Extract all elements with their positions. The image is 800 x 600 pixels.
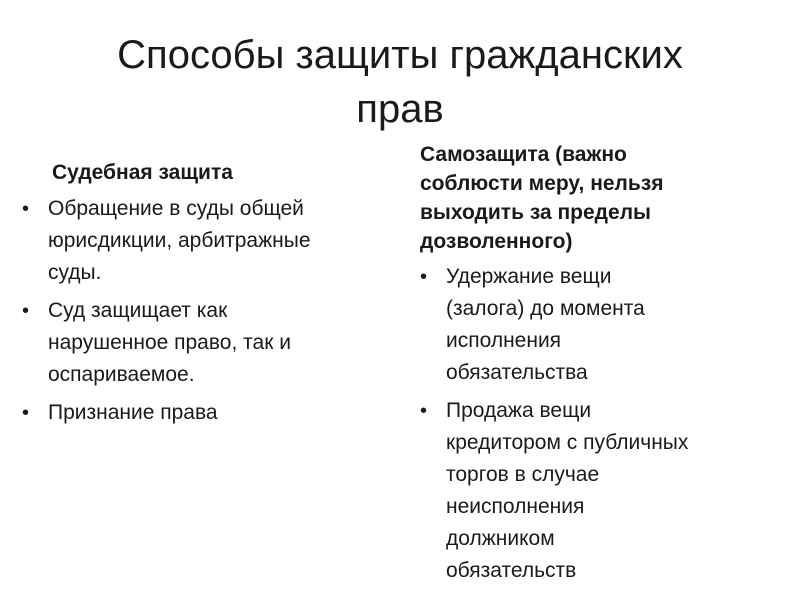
list-item-line: исполнения	[446, 329, 562, 352]
list-item-line: Признание права	[48, 401, 218, 424]
bullet-icon: •	[420, 266, 428, 288]
list-item	[18, 193, 390, 289]
slide-title-line-1: Способы защиты гражданских	[117, 33, 683, 77]
bullet-icon: •	[420, 400, 428, 422]
self-defense-heading-line: соблюсти меру, нельзя	[420, 172, 664, 195]
list-item-line: обязательств	[446, 559, 577, 582]
self-defense-column	[410, 140, 790, 593]
list-item-line: оспариваемое.	[48, 363, 195, 386]
bullet-icon: •	[22, 300, 30, 322]
list-item-line: юрисдикции, арбитражные	[48, 229, 311, 252]
list-item-line: Продажа вещи	[446, 399, 592, 422]
list-item-line: торгов в случае	[446, 463, 600, 486]
list-item	[18, 295, 390, 391]
list-item-line: Суд защищает как	[48, 299, 228, 322]
self-defense-heading-line: выходить за пределы	[420, 201, 651, 224]
list-item-line: (залога) до момента	[446, 297, 645, 320]
self-defense-heading	[410, 140, 790, 256]
list-item	[410, 395, 790, 587]
list-item-line: неисполнения	[446, 495, 585, 518]
judicial-protection-heading: Судебная защита	[52, 161, 233, 184]
judicial-protection-list	[18, 193, 390, 429]
list-item-line: должником	[446, 527, 555, 550]
slide-title-line-2: прав	[356, 87, 444, 131]
bullet-icon: •	[22, 402, 30, 424]
slide-title	[0, 28, 800, 136]
list-item-line: Обращение в суды общей	[48, 197, 304, 220]
list-item-line: кредитором с публичных	[446, 431, 689, 454]
list-item-line: Удержание вещи	[446, 265, 612, 288]
list-item	[18, 397, 390, 429]
self-defense-heading-line: дозволенного)	[420, 230, 573, 253]
list-item-line: обязательства	[446, 361, 588, 384]
list-item-line: суды.	[48, 261, 102, 284]
self-defense-heading-line: Самозащита (важно	[420, 143, 627, 166]
judicial-protection-column	[18, 158, 390, 435]
list-item-line: нарушенное право, так и	[48, 331, 291, 354]
list-item	[410, 261, 790, 389]
bullet-icon: •	[22, 198, 30, 220]
self-defense-list	[410, 261, 790, 587]
